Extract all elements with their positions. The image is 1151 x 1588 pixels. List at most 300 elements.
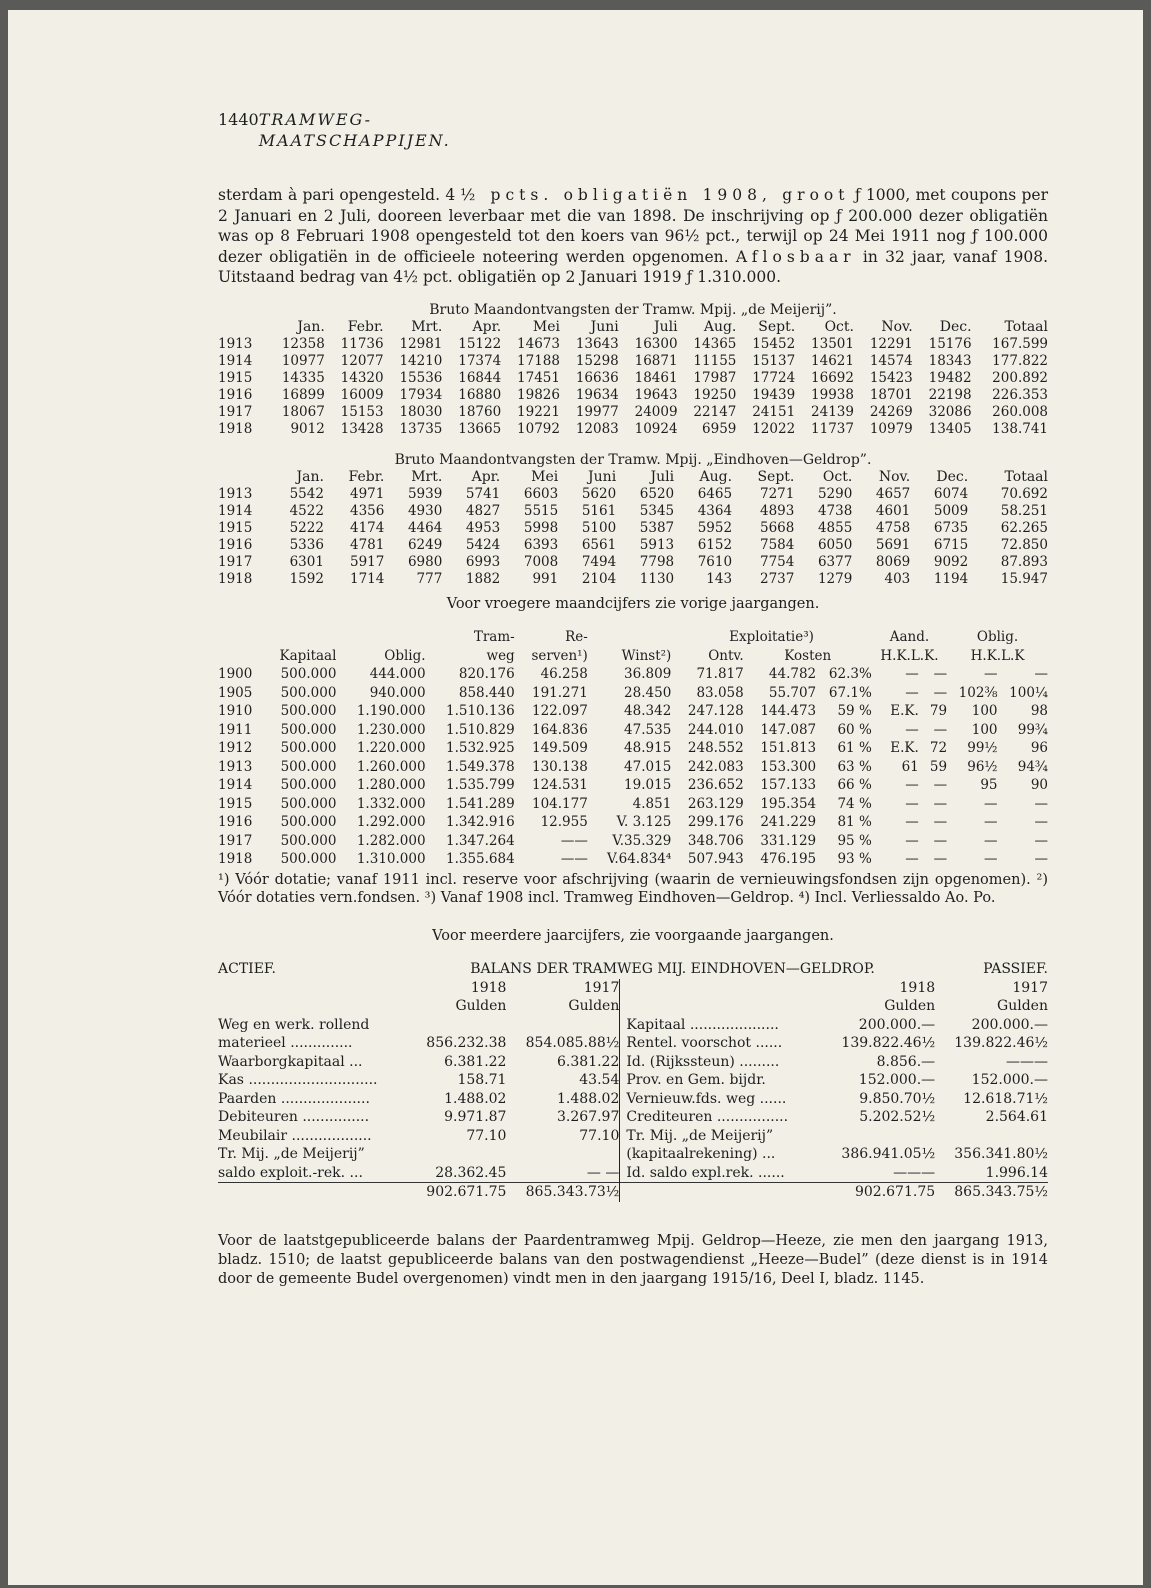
value-cell: —: [905, 832, 919, 849]
value-cell: —: [905, 851, 919, 867]
col-head: Aand.: [889, 629, 930, 645]
month-head: Nov.: [881, 318, 913, 335]
value-cell: 17934: [399, 386, 443, 403]
value-cell: 16899: [281, 386, 325, 403]
year-cell: 1914: [218, 502, 253, 519]
month-head: Apr.: [472, 318, 502, 335]
value-cell: 14335: [281, 369, 325, 386]
year-cell: 1910: [218, 703, 253, 719]
value-cell: 940.000: [369, 684, 426, 701]
value-cell: 4738: [817, 502, 853, 519]
value-cell: 63 %: [837, 758, 872, 775]
value-cell: 14621: [811, 352, 854, 369]
value-cell: 5952: [697, 519, 733, 536]
liability-label: Prov. en Gem. bijdr.: [620, 1071, 822, 1090]
month-head: Nov.: [878, 468, 911, 485]
value-cell: 149.509: [532, 740, 588, 756]
table-row: [218, 795, 1048, 814]
value-cell: 67.1%: [828, 684, 872, 701]
liability-value: [822, 1127, 935, 1146]
value-cell: 72: [929, 740, 948, 756]
value-cell: 507.943: [687, 851, 744, 867]
month-head: Febr.: [348, 468, 385, 485]
value-cell: 500.000: [280, 814, 337, 830]
month-head: Mrt.: [411, 468, 443, 485]
value-cell: E.K.: [890, 703, 919, 719]
balance-sheet: [218, 960, 1048, 1202]
month-head: Sept.: [758, 318, 796, 335]
value-cell: 17188: [517, 352, 560, 369]
value-cell: —: [984, 851, 998, 867]
note-more-figures: Voor meerdere jaarcijfers, zie voorgaande jaargangen.: [432, 927, 834, 944]
value-cell: 5939: [407, 485, 443, 502]
value-cell: 241.229: [760, 814, 817, 830]
value-cell: 18760: [458, 403, 502, 420]
year-cell: 1916: [218, 814, 253, 830]
value-cell: 98: [1030, 703, 1048, 719]
year-cell: 1914: [218, 352, 253, 369]
value-cell: 74 %: [837, 795, 872, 812]
table-row: [218, 665, 1048, 684]
value-cell: 263.129: [687, 795, 744, 812]
value-cell: 12981: [399, 335, 443, 352]
value-cell: 5290: [817, 485, 853, 502]
value-cell: 1.532.925: [445, 740, 515, 756]
balance-actief-label: ACTIEF.: [218, 961, 276, 977]
value-cell: 47.535: [624, 721, 672, 738]
value-cell: 104.177: [532, 795, 588, 812]
value-cell: 6993: [465, 553, 501, 570]
value-cell: 12083: [575, 420, 619, 437]
value-cell: 200.892: [992, 369, 1048, 386]
value-cell: 16844: [458, 369, 502, 386]
value-cell: 6735: [933, 519, 969, 536]
value-cell: 44.782: [768, 666, 817, 682]
value-cell: 500.000: [280, 777, 337, 793]
value-cell: 4781: [350, 536, 385, 553]
value-cell: 32086: [928, 403, 972, 420]
value-cell: 13501: [811, 335, 854, 352]
table-row: [218, 336, 1048, 353]
value-cell: 100: [971, 703, 998, 719]
value-cell: 1.292.000: [356, 814, 426, 830]
asset-label: Paarden ....................: [218, 1090, 370, 1107]
value-cell: 58.251: [1000, 502, 1048, 519]
value-cell: 1.549.378: [445, 758, 515, 775]
liability-value: ———: [893, 1164, 936, 1181]
value-cell: 19482: [928, 369, 972, 386]
value-cell: 13643: [575, 335, 619, 352]
value-cell: 6074: [933, 485, 969, 502]
value-cell: 1279: [817, 570, 853, 587]
unit-head: Gulden: [884, 998, 936, 1014]
total-value: 865.343.73½: [506, 1183, 619, 1202]
value-cell: 2737: [760, 570, 795, 587]
asset-value: 1.488.02: [444, 1090, 507, 1107]
col-head: Winst²): [621, 647, 672, 664]
month-head: Febr.: [347, 318, 384, 335]
balance-row: [218, 1108, 1048, 1127]
liability-value: 2.564.61: [985, 1109, 1048, 1125]
value-cell: 59: [929, 758, 948, 775]
asset-label: Kas .............................: [218, 1072, 378, 1088]
table-row: [218, 353, 1048, 370]
month-head: Oct.: [824, 318, 854, 335]
value-cell: 5100: [581, 519, 617, 536]
value-cell: 167.599: [992, 335, 1048, 352]
value-cell: 1.190.000: [356, 703, 426, 719]
value-cell: 4855: [817, 519, 853, 536]
month-head: Oct.: [822, 468, 853, 485]
value-cell: 61 %: [837, 740, 872, 756]
closing-paragraph: Voor de laatstgepubliceerde balans der Paardentramweg Mpij. Geldrop—Heeze, zie men den jaargang 1913, bladz. 1510; de laatst gepubliceerde balans van den postwagendienst „Heeze—Budel” (deze dienst is in 1914 door de gemeente Budel overgenomen) vindt men in den jaargang 1915/16, Deel I, bladz. 1145.: [218, 1232, 1048, 1287]
value-cell: 14210: [399, 352, 443, 369]
value-cell: 16871: [634, 352, 678, 369]
value-cell: 15137: [752, 352, 796, 369]
unit-head: Gulden: [568, 998, 620, 1014]
value-cell: 226.353: [992, 386, 1048, 403]
value-cell: 100¼: [1009, 684, 1048, 701]
value-cell: 1714: [350, 570, 385, 587]
col-head: Oblig.: [976, 629, 1019, 645]
year-cell: 1918: [218, 420, 253, 437]
value-cell: 95 %: [837, 832, 872, 849]
value-cell: 12358: [281, 335, 325, 352]
value-cell: 6393: [523, 536, 559, 553]
value-cell: 83.058: [696, 684, 744, 701]
value-cell: 14574: [869, 352, 913, 369]
liability-label: Kapitaal ....................: [620, 1016, 822, 1035]
value-cell: 12077: [340, 352, 384, 369]
month-header-row: [218, 319, 1048, 336]
value-cell: 19250: [693, 386, 737, 403]
month-head: Apr.: [471, 468, 501, 485]
value-cell: 1.310.000: [356, 851, 426, 867]
value-cell: 2104: [581, 570, 617, 587]
value-cell: 6603: [523, 485, 559, 502]
value-cell: 7754: [760, 553, 795, 570]
asset-value: — —: [586, 1164, 620, 1181]
month-head: Juni: [588, 468, 617, 485]
total-value: 902.671.75: [410, 1183, 506, 1202]
table-row: [218, 684, 1048, 703]
footnotes: ¹) Vóór dotatie; vanaf 1911 incl. reserve voor afschrijving (waarin de vernieuwingsfondsen zijn opgenomen). ²) Vóór dotaties vern.fondsen. ³) Vanaf 1908 incl. Tramweg Eindhoven—Geldrop. ⁴) Incl. Verliessaldo Ao. Po.: [218, 871, 1048, 906]
value-cell: 14365: [693, 335, 737, 352]
liability-value: 12.618.71½: [963, 1090, 1048, 1107]
value-cell: 17374: [458, 352, 502, 369]
balance-passief-label: PASSIEF.: [983, 961, 1048, 977]
liability-value: 356.341.80½: [954, 1146, 1048, 1162]
value-cell: —: [905, 814, 919, 830]
month-head: Aug.: [703, 318, 737, 335]
value-cell: 5542: [289, 485, 324, 502]
value-cell: 19221: [517, 403, 560, 420]
col-head: Kosten: [784, 647, 832, 664]
value-cell: 81 %: [837, 814, 872, 830]
value-cell: 96½: [967, 758, 998, 775]
value-cell: V.35.329: [612, 832, 672, 849]
liability-label: Rentel. voorschot ......: [620, 1034, 822, 1053]
value-cell: 17724: [752, 369, 796, 386]
value-cell: 1.510.136: [445, 703, 515, 719]
year-head-empty: [218, 469, 266, 486]
value-cell: 102⅜: [958, 684, 998, 701]
year-cell: 1916: [218, 386, 253, 403]
value-cell: 70.692: [1000, 485, 1048, 502]
value-cell: 6980: [407, 553, 443, 570]
value-cell: 5387: [639, 519, 675, 536]
year-cell: 1913: [218, 485, 253, 502]
value-cell: —: [933, 795, 948, 812]
value-cell: 62.265: [1000, 519, 1048, 536]
value-cell: 5515: [523, 502, 559, 519]
value-cell: 24151: [752, 403, 796, 420]
value-cell: 61: [901, 758, 919, 775]
value-cell: 16636: [575, 369, 619, 386]
value-cell: 4174: [350, 519, 385, 536]
value-cell: 7610: [697, 553, 733, 570]
value-cell: 242.083: [687, 758, 744, 775]
balance-row: [218, 1071, 1048, 1090]
value-cell: 60 %: [837, 721, 872, 738]
value-cell: 1.355.684: [445, 851, 515, 867]
intro-text-3: in 32 jaar, vanaf 1908. Uitstaand bedrag van 4½ pct. obligatiën op 2 Januari 1919 ƒ 1.310.000.: [218, 247, 1048, 286]
value-cell: 16009: [340, 386, 384, 403]
asset-value: 6.381.22: [557, 1053, 620, 1070]
value-cell: 24139: [811, 403, 854, 420]
running-title: TRAMWEG-MAATSCHAPPIJEN.: [258, 110, 451, 150]
value-cell: 6152: [697, 536, 733, 553]
value-cell: —: [1034, 795, 1048, 812]
year-head-empty: [218, 319, 266, 336]
asset-value: 854.085.88½: [525, 1035, 620, 1051]
table-row: [218, 503, 1048, 520]
value-cell: 7584: [760, 536, 795, 553]
value-cell: 5345: [639, 502, 675, 519]
value-cell: 1.260.000: [356, 758, 426, 775]
value-cell: 248.552: [687, 740, 744, 756]
year-cell: 1905: [218, 684, 253, 701]
month-head: Jan.: [296, 468, 324, 485]
asset-value: [410, 1145, 506, 1164]
value-cell: 9092: [933, 553, 969, 570]
value-cell: 151.813: [760, 740, 817, 756]
table-caption: Bruto Maandontvangsten der Tramw. Mpij. „de Meijerij”.: [429, 301, 837, 318]
value-cell: 24269: [869, 403, 913, 420]
value-cell: —: [933, 721, 948, 738]
value-cell: 16300: [634, 335, 678, 352]
value-cell: 10977: [281, 352, 325, 369]
value-cell: 5917: [350, 553, 385, 570]
balance-row: [218, 1090, 1048, 1109]
liability-value: [935, 1127, 1048, 1146]
value-cell: 4.851: [632, 795, 672, 812]
value-cell: 1130: [639, 570, 675, 587]
value-cell: 1592: [289, 570, 324, 587]
value-cell: 500.000: [280, 851, 337, 867]
value-cell: 15153: [340, 403, 384, 420]
liability-value: 152.000.—: [971, 1072, 1048, 1088]
value-cell: 1.220.000: [356, 740, 426, 756]
value-cell: —: [1034, 832, 1048, 849]
table-row: [218, 537, 1048, 554]
value-cell: 71.817: [696, 666, 744, 682]
value-cell: 7798: [639, 553, 675, 570]
col-head: weg: [486, 647, 515, 664]
value-cell: 4464: [407, 519, 443, 536]
value-cell: 4953: [465, 519, 501, 536]
value-cell: 195.354: [760, 795, 817, 812]
asset-value: 158.71: [457, 1072, 507, 1088]
value-cell: 5424: [465, 536, 501, 553]
value-cell: 22147: [693, 403, 737, 420]
value-cell: 500.000: [280, 740, 337, 756]
value-cell: —: [984, 795, 998, 812]
liability-label: Tr. Mij. „de Meijerij”: [620, 1127, 822, 1146]
value-cell: 4657: [875, 485, 911, 502]
value-cell: 476.195: [760, 851, 817, 867]
value-cell: 79: [929, 703, 948, 719]
table-row: [218, 702, 1048, 721]
value-cell: 1.342.916: [445, 814, 515, 830]
value-cell: —: [933, 832, 948, 849]
month-head: Dec.: [936, 468, 969, 485]
value-cell: —: [933, 851, 948, 867]
value-cell: 5009: [933, 502, 969, 519]
value-cell: ——: [560, 851, 588, 867]
value-cell: 18461: [634, 369, 678, 386]
value-cell: 12291: [869, 335, 913, 352]
value-cell: 11736: [340, 335, 384, 352]
value-cell: 500.000: [280, 721, 337, 738]
value-cell: 15.947: [1000, 570, 1048, 587]
value-cell: 17451: [517, 369, 560, 386]
col-head: Exploitatie³): [729, 629, 814, 645]
value-cell: 244.010: [687, 721, 744, 738]
liability-value: ———: [1006, 1053, 1048, 1070]
year-cell: 1918: [218, 851, 253, 867]
value-cell: 4893: [760, 502, 795, 519]
value-cell: 15536: [399, 369, 443, 386]
table-row: [218, 370, 1048, 387]
value-cell: 96: [1030, 740, 1048, 756]
asset-value: [506, 1145, 619, 1164]
col-head: H.K.L.K: [970, 647, 1025, 664]
value-cell: 4522: [289, 502, 324, 519]
intro-bond-title: 4½ pcts. obligatiën 1908, groot: [445, 186, 850, 204]
value-cell: 5741: [465, 485, 501, 502]
col-head: Ontv.: [708, 647, 744, 664]
value-cell: —: [905, 666, 919, 682]
liability-label: Crediteuren ................: [620, 1108, 822, 1127]
year-cell: 1918: [218, 570, 253, 587]
value-cell: 1882: [465, 570, 501, 587]
value-cell: 15452: [752, 335, 796, 352]
value-cell: 14320: [340, 369, 384, 386]
month-head: Dec.: [939, 318, 972, 335]
value-cell: 95: [980, 777, 998, 793]
value-cell: 10792: [517, 420, 560, 437]
year-cell: 1911: [218, 721, 253, 738]
balance-title: BALANS DER TRAMWEG MIJ. EINDHOVEN—GELDROP.: [470, 961, 875, 977]
asset-label: Waarborgkapitaal ...: [218, 1053, 363, 1070]
value-cell: 5691: [875, 536, 911, 553]
table-row: [218, 850, 1048, 869]
value-cell: 36.809: [624, 666, 672, 682]
value-cell: —: [1034, 851, 1048, 867]
col-head: H.K.L.K.: [880, 647, 939, 664]
value-cell: 19643: [634, 386, 678, 403]
value-cell: 147.087: [760, 721, 817, 738]
value-cell: 18343: [928, 352, 972, 369]
value-cell: —: [933, 814, 948, 830]
value-cell: 247.128: [687, 703, 744, 719]
value-cell: 6520: [639, 485, 675, 502]
value-cell: 87.893: [1000, 553, 1048, 570]
value-cell: —: [905, 721, 919, 738]
table-row: [218, 758, 1048, 777]
balance-row: [218, 1127, 1048, 1146]
month-head: Mei: [532, 318, 560, 335]
value-cell: 122.097: [532, 703, 588, 719]
page: [8, 10, 1143, 1585]
col-head: Tram-: [473, 629, 515, 645]
month-head: Aug.: [699, 468, 733, 485]
table-row: [218, 404, 1048, 421]
value-cell: 15298: [575, 352, 619, 369]
asset-value: 6.381.22: [444, 1053, 507, 1070]
month-head: Mrt.: [411, 318, 443, 335]
value-cell: 19977: [575, 403, 619, 420]
asset-value: [410, 1016, 506, 1035]
table-row: [218, 554, 1048, 571]
value-cell: 4364: [697, 502, 733, 519]
value-cell: 16692: [811, 369, 854, 386]
value-cell: 6959: [702, 420, 737, 437]
liability-value: 9.850.70½: [859, 1090, 936, 1107]
balance-row: [218, 1034, 1048, 1053]
value-cell: 55.707: [768, 684, 817, 701]
page-header: [218, 110, 548, 151]
balance-row: [218, 1016, 1048, 1035]
value-cell: ——: [560, 832, 588, 849]
liability-value: 8.856.—: [876, 1053, 936, 1070]
asset-value: 856.232.38: [426, 1035, 507, 1051]
value-cell: 1194: [933, 570, 969, 587]
value-cell: 444.000: [369, 666, 426, 682]
value-cell: 94¾: [1017, 758, 1048, 775]
month-head: Totaal: [1004, 318, 1048, 335]
value-cell: 15423: [869, 369, 913, 386]
table-row: [218, 520, 1048, 537]
value-cell: 6050: [817, 536, 853, 553]
value-cell: 18701: [869, 386, 913, 403]
year-cell: 1915: [218, 519, 253, 536]
value-cell: 4601: [875, 502, 911, 519]
value-cell: 4356: [350, 502, 385, 519]
value-cell: 12.955: [540, 814, 588, 830]
value-cell: 22198: [928, 386, 972, 403]
value-cell: 5336: [289, 536, 324, 553]
value-cell: 500.000: [280, 666, 337, 682]
value-cell: 19634: [575, 386, 619, 403]
value-cell: 1.332.000: [356, 795, 426, 812]
value-cell: 13405: [928, 420, 972, 437]
value-cell: 99½: [967, 740, 998, 756]
value-cell: —: [905, 795, 919, 812]
liability-value: 386.941.05½: [841, 1146, 936, 1162]
balance-row: [218, 1145, 1048, 1164]
